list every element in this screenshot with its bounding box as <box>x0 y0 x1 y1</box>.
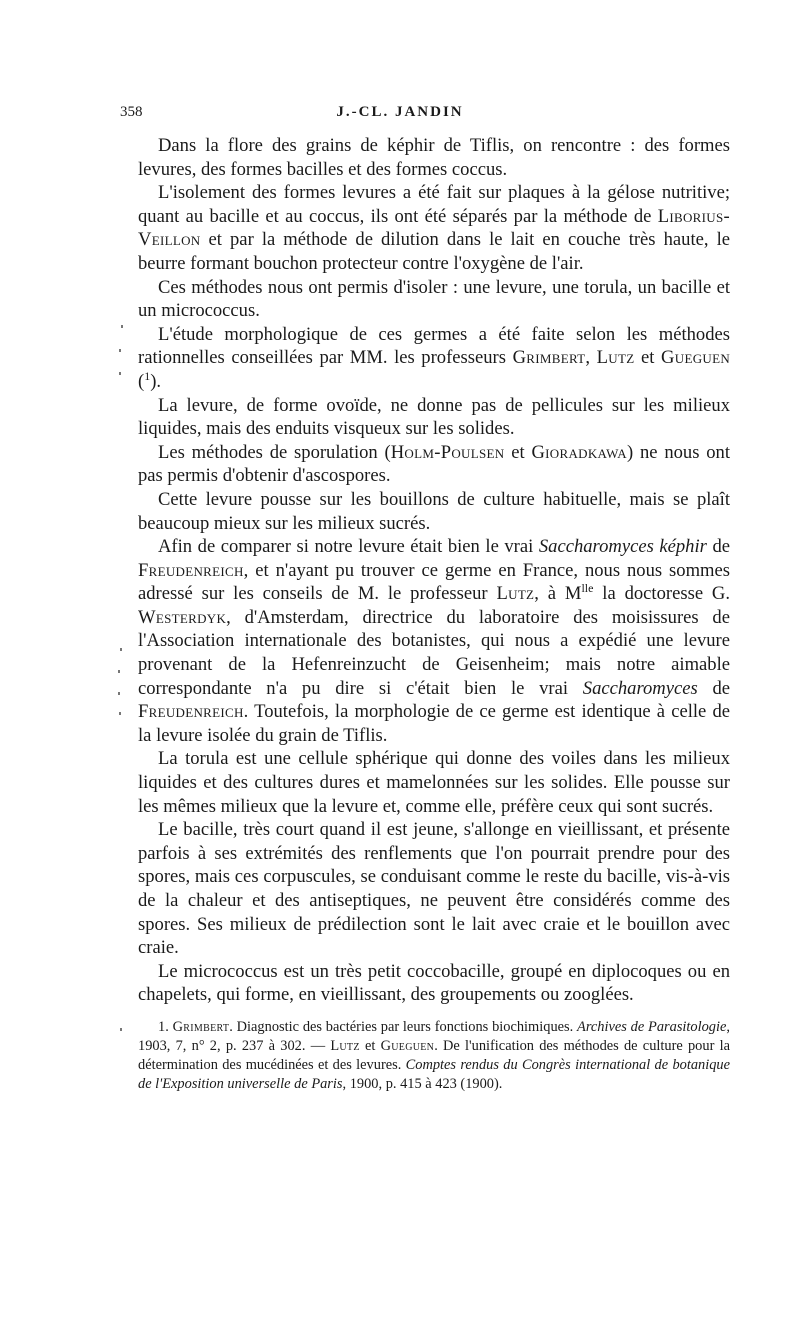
author-name: Liborius-Veillon <box>138 205 730 251</box>
scan-speck <box>120 648 122 651</box>
paragraph-text: et <box>634 347 662 369</box>
author-name: Gueguen <box>661 347 731 369</box>
paragraph-text: . Toutefois, la morphologie de ce germe est identique à celle de la levure isolée du grain de Tiflis. <box>138 701 730 746</box>
species-name: Saccharomyces <box>582 677 698 699</box>
paragraph <box>138 535 730 747</box>
paragraph-text: , <box>585 347 597 369</box>
footnote-number: 1. <box>158 1019 173 1035</box>
paragraph-text: ). <box>150 370 162 392</box>
author-name: Grimbert <box>512 347 586 369</box>
scan-speck <box>118 692 120 695</box>
paragraph-text: Afin de comparer si notre levure était bien le vrai <box>158 536 539 558</box>
paragraph-text: Les méthodes de sporulation ( <box>158 441 391 463</box>
author-name: Lutz <box>496 583 535 605</box>
scan-speck <box>119 349 121 352</box>
author-name: Freudenreich <box>138 559 244 581</box>
paragraph-text: Ces méthodes nous ont permis d'isoler : une levure, une torula, un bacille et un micrococcus. <box>138 276 730 322</box>
scan-speck <box>121 325 123 328</box>
running-head: J.-CL. JANDIN <box>336 104 464 120</box>
paragraph-text: et <box>504 441 532 463</box>
footnote-reference: 1 <box>144 368 151 383</box>
paragraph <box>138 394 730 441</box>
paragraph-text: Le bacille, très court quand il est jeune, s'allonge en vieillissant, et présente parfois à ses extrémités des renflements que l'on pourrait prendre pour des spores, mais ces corpuscules, se conduisant comme le reste du bacille, vis-à-vis de la chaleur et des antiseptiques, ne peuvent être considérés comme des spores. Ses milieux de prédilection sont le lait avec craie et le bouillon avec craie. <box>138 819 730 959</box>
page-header <box>120 104 680 128</box>
title-superscript: lle <box>581 581 594 596</box>
footnote-segment: . De l'unification des méthodes de culture pour la détermination des mucédinées et des levures. <box>138 1038 730 1073</box>
author-name: Westerdyk <box>138 606 227 628</box>
paragraph-text: la doctoresse G. <box>593 583 730 605</box>
paragraph-text: Cette levure pousse sur les bouillons de culture habituelle, mais se plaît beaucoup mieux sur les milieux sucrés. <box>138 488 730 534</box>
journal-title: Archives de Parasitologie <box>577 1019 727 1035</box>
footnote-segment: , 1900, p. 415 à 423 (1900). <box>342 1076 503 1092</box>
footnote-segment: et <box>359 1038 381 1054</box>
paragraph <box>138 134 730 181</box>
paragraph-text: Dans la flore des grains de képhir de Tiflis, on rencontre : des formes levures, des formes bacilles et des formes coccus. <box>138 135 730 180</box>
scan-speck <box>118 670 120 673</box>
author-name: Lutz <box>330 1038 360 1054</box>
body-text <box>138 134 730 1007</box>
author-name: Grimbert <box>172 1019 230 1035</box>
paragraph-text: , à M <box>534 583 582 605</box>
paragraph-text: L'isolement des formes levures a été fait sur plaques à la gélose nutritive; quant au bacille et au coccus, ils ont été séparés par la méthode de <box>138 182 730 227</box>
paragraph <box>138 441 730 488</box>
paragraph-text: ) ne nous ont pas permis d'obtenir d'ascospores. <box>138 441 731 487</box>
paragraph-text: de <box>697 677 730 699</box>
footnote <box>138 1018 730 1094</box>
scan-speck <box>119 712 121 715</box>
author-name: Freudenreich <box>138 701 244 723</box>
paragraph <box>138 960 730 1007</box>
paragraph-text: La torula est une cellule sphérique qui donne des voiles dans les milieux liquides et des cultures dures et mamelonnées sur les solides. Elle pousse sur les mêmes milieux que la levure et, comme elle, préfère ceux qui sont sucrés. <box>138 748 730 817</box>
footnote-text <box>138 1018 730 1094</box>
paragraph-text: , d'Amsterdam, directrice du laboratoire des moisissures de l'Association internationale des botanistes, qui nous a expédié une levure provenant de la Hefenreinzucht de Geisenheim; mais notre aimable correspondante n'a pu dire si c'était bien le vrai <box>138 606 730 699</box>
journal-title: Comptes rendus du Congrès international de botanique de l'Exposition universelle de Paris <box>138 1057 731 1092</box>
scan-speck <box>119 372 121 375</box>
author-name: Gueguen <box>380 1038 435 1054</box>
footnote-segment: , 1903, 7, n° 2, p. 237 à 302. — <box>138 1019 731 1054</box>
paragraph <box>138 747 730 818</box>
paragraph-text: L'étude morphologique de ces germes a été faite selon les méthodes rationnelles conseillées par MM. les professeurs <box>138 323 730 369</box>
paragraph-text: , et n'ayant pu trouver ce germe en France, nous nous sommes adressé sur les conseils de M. le professeur <box>138 559 730 605</box>
paragraph <box>138 323 730 394</box>
paragraph-text: ( <box>138 370 145 392</box>
paragraph-text: et par la méthode de dilution dans le lait en couche très haute, le beurre formant bouchon protecteur contre l'oxygène de l'air. <box>138 229 730 274</box>
paragraph <box>138 276 730 323</box>
scan-speck <box>120 1028 122 1031</box>
footnote-segment: . Diagnostic des bactéries par leurs fonctions biochimiques. <box>229 1019 578 1035</box>
paragraph-text: Le micrococcus est un très petit coccobacille, groupé en diplocoques ou en chapelets, qui forme, en vieillissant, des groupements ou zooglées. <box>138 960 730 1006</box>
paragraph-text: de <box>706 536 731 558</box>
author-name: Gioradkawa <box>531 441 627 463</box>
page-number: 358 <box>120 104 143 120</box>
paragraph <box>138 181 730 275</box>
author-name: Holm-Poulsen <box>390 441 505 463</box>
paragraph <box>138 488 730 535</box>
author-name: Lutz <box>596 347 635 369</box>
paragraph <box>138 818 730 960</box>
species-name: Saccharomyces képhir <box>538 536 707 558</box>
paragraph-text: La levure, de forme ovoïde, ne donne pas de pellicules sur les milieux liquides, mais des enduits visqueux sur les solides. <box>138 394 730 440</box>
